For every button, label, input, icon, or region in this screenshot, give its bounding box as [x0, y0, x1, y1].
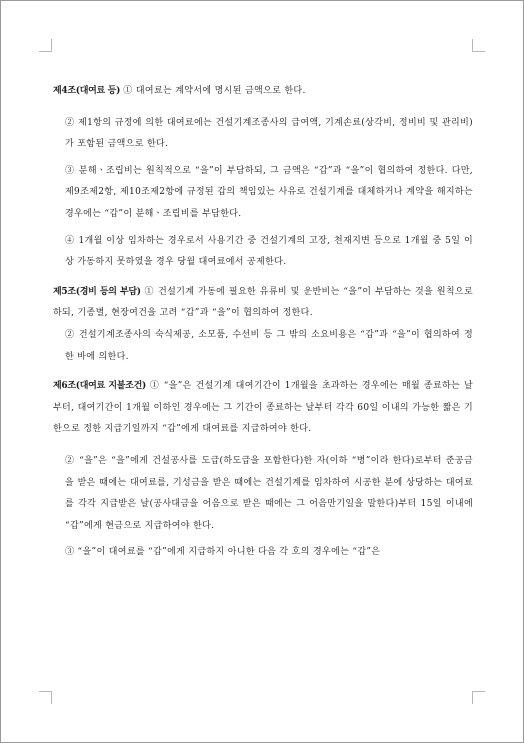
page-corner-mark	[39, 691, 52, 704]
article-5-paragraph-1	[53, 282, 473, 325]
article-4-paragraph-1	[53, 81, 473, 103]
article-5-clause-2: ② 건설기계조종사의 숙식제공, 소모품, 수선비 등 그 밖의 소요비용은 “갑”과 “을”이 협의하여 정한 바에 의한다.	[65, 329, 473, 362]
page-corner-mark	[472, 39, 485, 52]
article-4-clause-3: ③ 분해ㆍ조립비는 원칙적으로 “을”이 부담하되, 그 금액은 “갑”과 “을”이 협의하여 정한다. 다만, 제9조제2항, 제10조제2항에 규정된 갑의 책임있는 사유로 건설기계를 대체하거나 계약을 해지하는 경우에는 “갑”이 분해ㆍ조립비를 부담한다.	[65, 165, 473, 219]
article-4-clause-4: ④ 1개월 이상 임차하는 경우로서 사용기간 중 건설기계의 고장, 천재지변 등으로 1개월 중 5일 이상 가동하지 못하였을 경우 당월 대여료에서 공제한다.	[65, 235, 473, 268]
article-6-paragraph-1	[53, 376, 473, 441]
article-5-heading: 제5조(경비 등의 부담)	[53, 286, 141, 297]
article-5-clause-1: ① 건설기계 가동에 필요한 유류비 및 운반비는 “을”이 부담하는 것을 원칙으로 하되, 기종별, 현장여건을 고려 “갑”과 “을”이 협의하여 정한다.	[53, 286, 474, 319]
article-4-clause-2: ② 제1항의 규정에 의한 대여료에는 건설기계조종사의 급여액, 기계손료(상각비, 정비비 및 관리비)가 포함된 금액으로 한다.	[65, 117, 473, 150]
article-4-heading: 제4조(대여료 등)	[53, 86, 121, 96]
page-corner-mark	[39, 39, 52, 52]
article-6-heading: 제6조(대여료 지불조건)	[53, 381, 146, 392]
article-6-clause-1: ① “을”은 건설기계 대여기간이 1개월을 초과하는 경우에는 매월 종료하는 날부터, 대여기간이 1개월 이하인 경우에는 그 기간이 종료하는 날부터 각각 60일 이내의 가능한 짧은 기한으로 정한 지급기일까지 “갑”에게 대여료를 지급하여야 한다.	[53, 381, 473, 435]
page-corner-mark	[472, 691, 485, 704]
article-4-clause-1: ① 대여료는 계약서에 명시된 금액으로 한다.	[123, 86, 306, 96]
document-body	[53, 81, 473, 564]
article-6-clause-3: ③ “을”이 대여료를 “갑”에게 지급하지 아니한 다음 각 호의 경우에는 “갑”은	[65, 547, 381, 558]
article-6-clause-2: ② “을”은 “을”에게 건설공사를 도급(하도급을 포함한다)한 자(이하 “병”이라 한다)로부터 준공금을 받은 때에는 대여료를, 기성금을 받은 때에는 건설기계를 임차하여 시공한 분에 상당하는 대여료를 각각 지급받은 날(공사대금을 어음으로 받은 때에는 그 어음만기일을 말한다)부터 15일 이내에 “갑”에게 현금으로 지급하여야 한다.	[65, 455, 473, 531]
